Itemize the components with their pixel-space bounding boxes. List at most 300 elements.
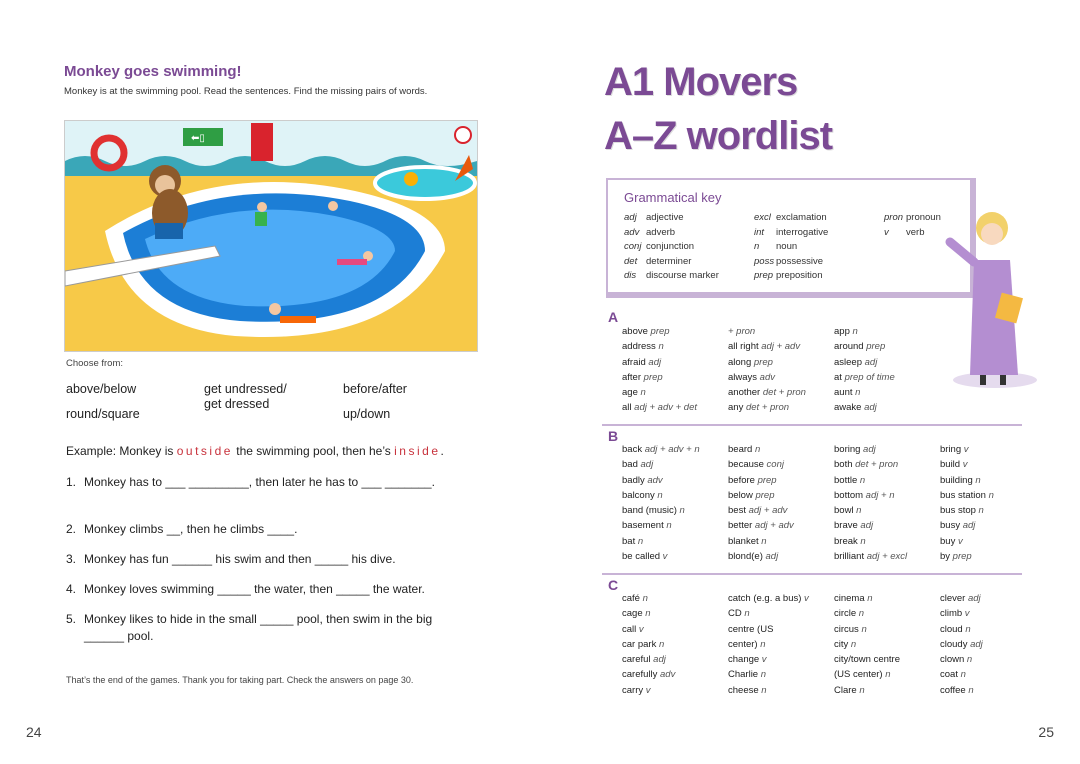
entry-part-of-speech: n	[655, 341, 664, 353]
entry-word: blond(e)	[728, 551, 763, 563]
wordlist-entry	[728, 387, 828, 402]
key-entry	[624, 212, 719, 227]
wordlist-entry	[940, 593, 1040, 608]
entry-word: bad	[622, 459, 638, 471]
entry-word: break	[834, 535, 858, 547]
entry-part-of-speech: n	[757, 638, 766, 650]
wordlist-entry	[622, 444, 722, 459]
section-divider	[602, 424, 1022, 426]
entry-word: below	[728, 489, 753, 501]
wordlist-entry	[728, 536, 828, 551]
entry-part-of-speech: n	[656, 638, 665, 650]
entry-word: Clare	[834, 684, 857, 696]
section-b-column-1	[622, 444, 722, 566]
wordlist-entry	[940, 639, 1040, 654]
entry-part-of-speech: det + pron	[743, 402, 790, 414]
wordlist-entry	[622, 669, 722, 684]
key-entry	[624, 227, 719, 242]
wordlist-entry	[728, 357, 828, 372]
entry-word: by	[940, 551, 951, 563]
question-3	[66, 551, 466, 568]
entry-word: brave	[834, 520, 858, 532]
wordlist-entry	[940, 536, 1040, 551]
entry-word: badly	[622, 474, 645, 486]
wordlist-entry	[728, 639, 828, 654]
section-c-column-2	[728, 593, 828, 700]
key-abbreviation: conj	[624, 241, 642, 252]
entry-part-of-speech: n	[856, 684, 865, 696]
entry-part-of-speech: prep of time	[841, 371, 895, 383]
key-entry	[754, 256, 828, 271]
entry-word: blanket	[728, 535, 759, 547]
entry-part-of-speech: n	[972, 474, 981, 486]
key-meaning: exclamation	[776, 212, 827, 223]
entry-word: app	[834, 326, 850, 337]
entry-word: busy	[940, 520, 961, 532]
wordlist-entry	[834, 475, 934, 490]
choice-above-below: above/below	[66, 382, 137, 396]
wordlist-entry	[622, 608, 722, 623]
example-word-outside: outside	[176, 444, 233, 458]
entry-part-of-speech: adj + adv + n	[642, 444, 700, 455]
section-a-column-2	[728, 326, 828, 418]
entry-word: be called	[622, 551, 661, 563]
entry-word: age	[622, 387, 638, 399]
entry-part-of-speech: n	[758, 684, 767, 696]
entry-part-of-speech: adj + excl	[864, 551, 908, 563]
entry-part-of-speech: n	[882, 669, 891, 681]
pool-scene-svg	[65, 121, 477, 351]
entry-word: along	[728, 356, 752, 368]
section-letter-c: C	[608, 577, 619, 593]
entry-word: climb	[940, 608, 963, 620]
wordlist-entry	[622, 639, 722, 654]
question-text: Monkey climbs __, then he climbs ____.	[84, 522, 298, 536]
entry-word: carefully	[622, 669, 658, 681]
entry-word: because	[728, 459, 764, 471]
entry-part-of-speech: prep	[752, 489, 775, 501]
wordlist-entry	[728, 341, 828, 356]
wordlist-entry	[834, 551, 934, 566]
entry-part-of-speech: adj + adv + det	[631, 402, 698, 414]
entry-word: better	[728, 520, 753, 532]
entry-part-of-speech: adj + adv	[745, 505, 788, 517]
entry-part-of-speech: n	[957, 669, 966, 681]
section-b-column-2	[728, 444, 828, 566]
key-meaning: preposition	[776, 270, 823, 281]
entry-part-of-speech: adj	[645, 356, 662, 368]
entry-word: buy	[940, 535, 956, 547]
key-entry	[754, 212, 828, 227]
section-a-column-3	[834, 326, 934, 418]
entry-word: clever	[940, 593, 966, 604]
grammatical-key-title: Grammatical key	[624, 190, 722, 205]
choice-get-undressed: get undressed/	[204, 382, 287, 396]
question-2	[66, 521, 466, 538]
entry-part-of-speech: adj	[965, 593, 981, 604]
key-meaning: possessive	[776, 255, 823, 267]
entry-word: another	[728, 387, 761, 399]
entry-word: any	[728, 402, 744, 414]
teacher-illustration	[940, 200, 1050, 400]
entry-word: bottom	[834, 489, 864, 501]
entry-part-of-speech: n	[962, 623, 971, 635]
wordlist-entry	[622, 357, 722, 372]
entry-word: before	[728, 474, 755, 486]
entry-part-of-speech: adv	[644, 474, 663, 486]
entry-word: band (music)	[622, 505, 677, 517]
key-abbreviation: poss	[754, 255, 775, 267]
entry-word: bus station	[940, 489, 986, 501]
wordlist-entry	[728, 490, 828, 505]
wordlist-entry	[622, 341, 722, 356]
wordlist-entry	[834, 593, 934, 608]
wordlist-entry	[622, 402, 722, 417]
entry-part-of-speech: n	[853, 505, 862, 517]
wordlist-entry	[834, 387, 934, 402]
entry-part-of-speech: n	[985, 489, 994, 501]
wordlist-entry	[834, 505, 934, 520]
wordlist-entry	[622, 387, 722, 402]
entry-word: brilliant	[834, 551, 865, 563]
entry-word: catch (e.g. a bus)	[728, 593, 802, 604]
key-meaning: conjunction	[646, 241, 695, 252]
entry-word: cheese	[728, 684, 759, 696]
wordlist-entry	[728, 551, 828, 566]
wordlist-entry	[622, 459, 722, 474]
entry-word: cloud	[940, 623, 963, 635]
entry-word: circle	[834, 608, 857, 620]
question-number: 5.	[66, 612, 77, 626]
wordlist-entry	[940, 520, 1040, 535]
entry-part-of-speech: prep	[754, 474, 777, 486]
key-abbreviation: n	[754, 241, 760, 252]
key-meaning: adjective	[646, 212, 684, 223]
entry-word: above	[622, 326, 648, 337]
entry-word: cloudy	[940, 638, 968, 650]
key-entry	[624, 256, 719, 271]
entry-word: awake	[834, 402, 862, 414]
example-sentence	[66, 444, 444, 458]
wordlist-entry	[622, 551, 722, 566]
entry-word: city/town centre	[834, 654, 900, 666]
wordlist-title-line2: A–Z wordlist	[604, 114, 833, 158]
wordlist-entry	[622, 475, 722, 490]
key-meaning: adverb	[646, 226, 676, 238]
entry-part-of-speech: adj	[637, 459, 654, 471]
entry-part-of-speech: n	[857, 535, 866, 547]
wordlist-entry	[622, 505, 722, 520]
wordlist-entry	[834, 459, 934, 474]
section-b-column-3	[834, 444, 934, 566]
entry-part-of-speech: v	[801, 593, 809, 604]
wordlist-entry	[834, 669, 934, 684]
entry-part-of-speech: prep	[863, 341, 886, 353]
entry-word: all	[622, 402, 632, 414]
entry-part-of-speech: prep	[751, 356, 773, 368]
entry-part-of-speech: n	[642, 608, 651, 620]
entry-part-of-speech: n	[752, 444, 761, 455]
question-number: 2.	[66, 522, 77, 536]
entry-part-of-speech: adj	[862, 356, 878, 368]
question-text: Monkey loves swimming _____ the water, then _____ the water.	[84, 582, 425, 596]
entry-word: all right	[728, 341, 759, 353]
wordlist-entry	[728, 593, 828, 608]
entry-word: circus	[834, 623, 859, 635]
wordlist-entry	[834, 341, 934, 356]
wordlist-entry	[940, 444, 1040, 459]
entry-part-of-speech: n	[676, 505, 685, 517]
choice-before-after: before/after	[343, 382, 407, 396]
entry-part-of-speech: + pron	[728, 326, 756, 337]
entry-word: boring	[834, 444, 861, 455]
wordlist-entry	[834, 444, 934, 459]
question-4	[66, 581, 466, 598]
entry-part-of-speech: prep	[647, 326, 670, 337]
entry-word: around	[834, 341, 864, 353]
section-c-column-4	[940, 593, 1040, 700]
section-letter-a: A	[608, 309, 619, 325]
question-number: 1.	[66, 475, 77, 489]
wordlist-entry	[622, 624, 722, 639]
example-middle: the swimming pool, then he’s	[236, 444, 391, 458]
entry-part-of-speech: n	[741, 608, 750, 620]
key-meaning: determiner	[646, 255, 692, 267]
entry-word: basement	[622, 520, 664, 532]
entry-word: Charlie	[728, 669, 759, 681]
section-divider	[602, 573, 1022, 575]
example-suffix: .	[440, 444, 444, 458]
key-abbreviation: adj	[624, 212, 637, 223]
page-number-right: 25	[1038, 724, 1054, 740]
entry-part-of-speech: n	[758, 669, 767, 681]
entry-word: best	[728, 505, 746, 517]
key-entry	[754, 270, 828, 285]
entry-part-of-speech: adj	[762, 551, 779, 563]
entry-part-of-speech: adj	[650, 654, 666, 666]
wordlist-entry	[834, 520, 934, 535]
wordlist-entry	[834, 608, 934, 623]
key-entry	[884, 227, 941, 242]
entry-word: asleep	[834, 356, 862, 368]
entry-word: cinema	[834, 593, 865, 604]
entry-part-of-speech: n	[975, 505, 984, 517]
page-number-left: 24	[26, 724, 42, 740]
key-entry	[754, 241, 828, 256]
entry-part-of-speech: v	[961, 444, 969, 455]
wordlist-entry	[622, 520, 722, 535]
wordlist-entry	[728, 624, 828, 639]
wordlist-entry	[834, 402, 934, 417]
wordlist-entry	[728, 475, 828, 490]
entry-word: bowl	[834, 505, 854, 517]
key-column-1	[624, 212, 719, 285]
wordlist-entry	[728, 608, 828, 623]
example-word-inside: inside	[394, 444, 441, 458]
wordlist-entry	[940, 490, 1040, 505]
wordlist-entry	[834, 685, 934, 700]
key-abbreviation: prep	[754, 270, 774, 281]
choice-up-down: up/down	[343, 407, 391, 421]
entry-part-of-speech: adj + n	[863, 489, 895, 501]
entry-part-of-speech: n	[654, 489, 663, 501]
entry-part-of-speech: n	[965, 684, 974, 696]
entry-part-of-speech: v	[660, 551, 668, 563]
entry-word: bring	[940, 444, 962, 455]
wordlist-entry	[834, 357, 934, 372]
wordlist-entry	[728, 654, 828, 669]
question-5	[66, 611, 466, 645]
wordlist-entry	[728, 669, 828, 684]
wordlist-entry	[622, 685, 722, 700]
entry-part-of-speech: n	[849, 326, 858, 337]
entry-word: call	[622, 623, 637, 635]
wordlist-entry	[728, 459, 828, 474]
key-abbreviation: dis	[624, 270, 637, 281]
entry-part-of-speech: adj	[960, 520, 976, 532]
wordlist-entry	[728, 372, 828, 387]
wordlist-entry	[834, 490, 934, 505]
entry-word: back	[622, 444, 643, 455]
key-abbreviation: int	[754, 226, 765, 238]
choice-round-square: round/square	[66, 407, 140, 421]
wordlist-entry	[622, 326, 722, 341]
wordlist-entry	[940, 685, 1040, 700]
entry-part-of-speech: n	[758, 535, 767, 547]
entry-word: both	[834, 459, 853, 471]
key-entry	[624, 241, 719, 256]
section-c-column-1	[622, 593, 722, 700]
question-1	[66, 474, 466, 491]
key-abbreviation: det	[624, 255, 638, 267]
wordlist-entry	[728, 685, 828, 700]
entry-part-of-speech: n	[858, 623, 867, 635]
question-text: Monkey has fun ______ his swim and then _____ his dive.	[84, 552, 396, 566]
entry-part-of-speech: adj + adv	[758, 341, 801, 353]
wordlist-entry	[622, 372, 722, 387]
wordlist-entry	[728, 520, 828, 535]
entry-word: CD	[728, 608, 742, 620]
entry-part-of-speech: v	[955, 535, 963, 547]
entry-word: center)	[728, 638, 758, 650]
entry-word: always	[728, 371, 758, 383]
choose-from-label: Choose from:	[66, 358, 124, 369]
key-meaning: verb	[906, 226, 925, 238]
section-b-column-4	[940, 444, 1040, 566]
entry-part-of-speech: prep	[641, 371, 663, 383]
end-note: That’s the end of the games. Thank you for taking part. Check the answers on page 30.	[66, 675, 414, 685]
entry-part-of-speech: adj + adv	[752, 520, 794, 532]
wordlist-entry	[622, 654, 722, 669]
wordlist-entry	[940, 624, 1040, 639]
wordlist-entry	[940, 654, 1040, 669]
wordlist-entry	[834, 624, 934, 639]
wordlist-entry	[834, 639, 934, 654]
entry-word: change	[728, 654, 760, 666]
choice-get-dressed: get dressed	[204, 397, 270, 411]
key-meaning: interrogative	[776, 226, 829, 238]
right-page	[540, 0, 1080, 764]
entry-word: afraid	[622, 356, 646, 368]
entry-part-of-speech: adj	[857, 520, 874, 532]
section-letter-b: B	[608, 428, 619, 444]
entry-part-of-speech: n	[857, 474, 866, 486]
entry-word: city	[834, 638, 849, 650]
wordlist-entry	[728, 402, 828, 417]
section-c-column-3	[834, 593, 934, 700]
question-text: Monkey likes to hide in the small _____ pool, then swim in the big ______ pool.	[84, 612, 433, 643]
key-meaning: discourse marker	[646, 270, 719, 281]
teacher-svg	[940, 200, 1050, 400]
entry-part-of-speech: n	[864, 593, 873, 604]
wordlist-entry	[728, 505, 828, 520]
entry-word: café	[622, 593, 640, 604]
exercise-title: Monkey goes swimming!	[64, 63, 242, 80]
entry-word: cage	[622, 608, 643, 620]
wordlist-entry	[940, 475, 1040, 490]
key-abbreviation: excl	[754, 212, 771, 223]
entry-word: aunt	[834, 387, 853, 399]
exercise-instructions: Monkey is at the swimming pool. Read the sentences. Find the missing pairs of words.	[64, 86, 428, 97]
section-a-column-1	[622, 326, 722, 418]
entry-word: careful	[622, 654, 651, 666]
entry-part-of-speech: adj	[967, 638, 983, 650]
entry-word: building	[940, 474, 973, 486]
wordlist-entry	[622, 536, 722, 551]
entry-part-of-speech: n	[848, 638, 857, 650]
entry-part-of-speech: n	[852, 387, 861, 399]
entry-part-of-speech: prep	[950, 551, 972, 563]
swimming-pool-illustration	[64, 120, 478, 352]
entry-part-of-speech: n	[856, 608, 865, 620]
entry-part-of-speech: n	[637, 387, 646, 399]
entry-word: centre (US	[728, 623, 774, 635]
entry-word: carry	[622, 684, 644, 696]
entry-part-of-speech: conj	[763, 459, 784, 471]
key-abbreviation: v	[884, 226, 889, 238]
wordlist-entry	[834, 372, 934, 387]
entry-part-of-speech: adj	[860, 444, 876, 455]
wordlist-entry	[940, 669, 1040, 684]
entry-part-of-speech: det + pron	[760, 387, 806, 399]
wordlist-entry	[940, 608, 1040, 623]
grammatical-key	[606, 178, 976, 298]
wordlist-entry	[728, 444, 828, 459]
entry-word: build	[940, 459, 961, 471]
entry-word: coffee	[940, 684, 966, 696]
wordlist-entry	[834, 536, 934, 551]
key-entry	[754, 227, 828, 242]
question-number: 4.	[66, 582, 77, 596]
wordlist-entry	[622, 593, 722, 608]
entry-part-of-speech: n	[964, 654, 973, 666]
key-meaning: noun	[776, 241, 798, 252]
entry-part-of-speech: adv	[757, 371, 776, 383]
entry-word: bat	[622, 535, 636, 547]
key-abbreviation: adv	[624, 226, 640, 238]
entry-part-of-speech: det + pron	[852, 459, 899, 471]
wordlist-entry	[940, 505, 1040, 520]
wordlist-entry	[940, 459, 1040, 474]
key-column-3	[884, 212, 941, 241]
example-prefix: Example: Monkey is	[66, 444, 174, 458]
entry-part-of-speech: n	[635, 535, 644, 547]
question-text: Monkey has to ___ _________, then later he has to ___ _______.	[84, 475, 435, 489]
entry-part-of-speech: v	[960, 459, 968, 471]
question-number: 3.	[66, 552, 77, 566]
entry-part-of-speech: adv	[657, 669, 676, 681]
key-meaning: pronoun	[906, 212, 941, 223]
